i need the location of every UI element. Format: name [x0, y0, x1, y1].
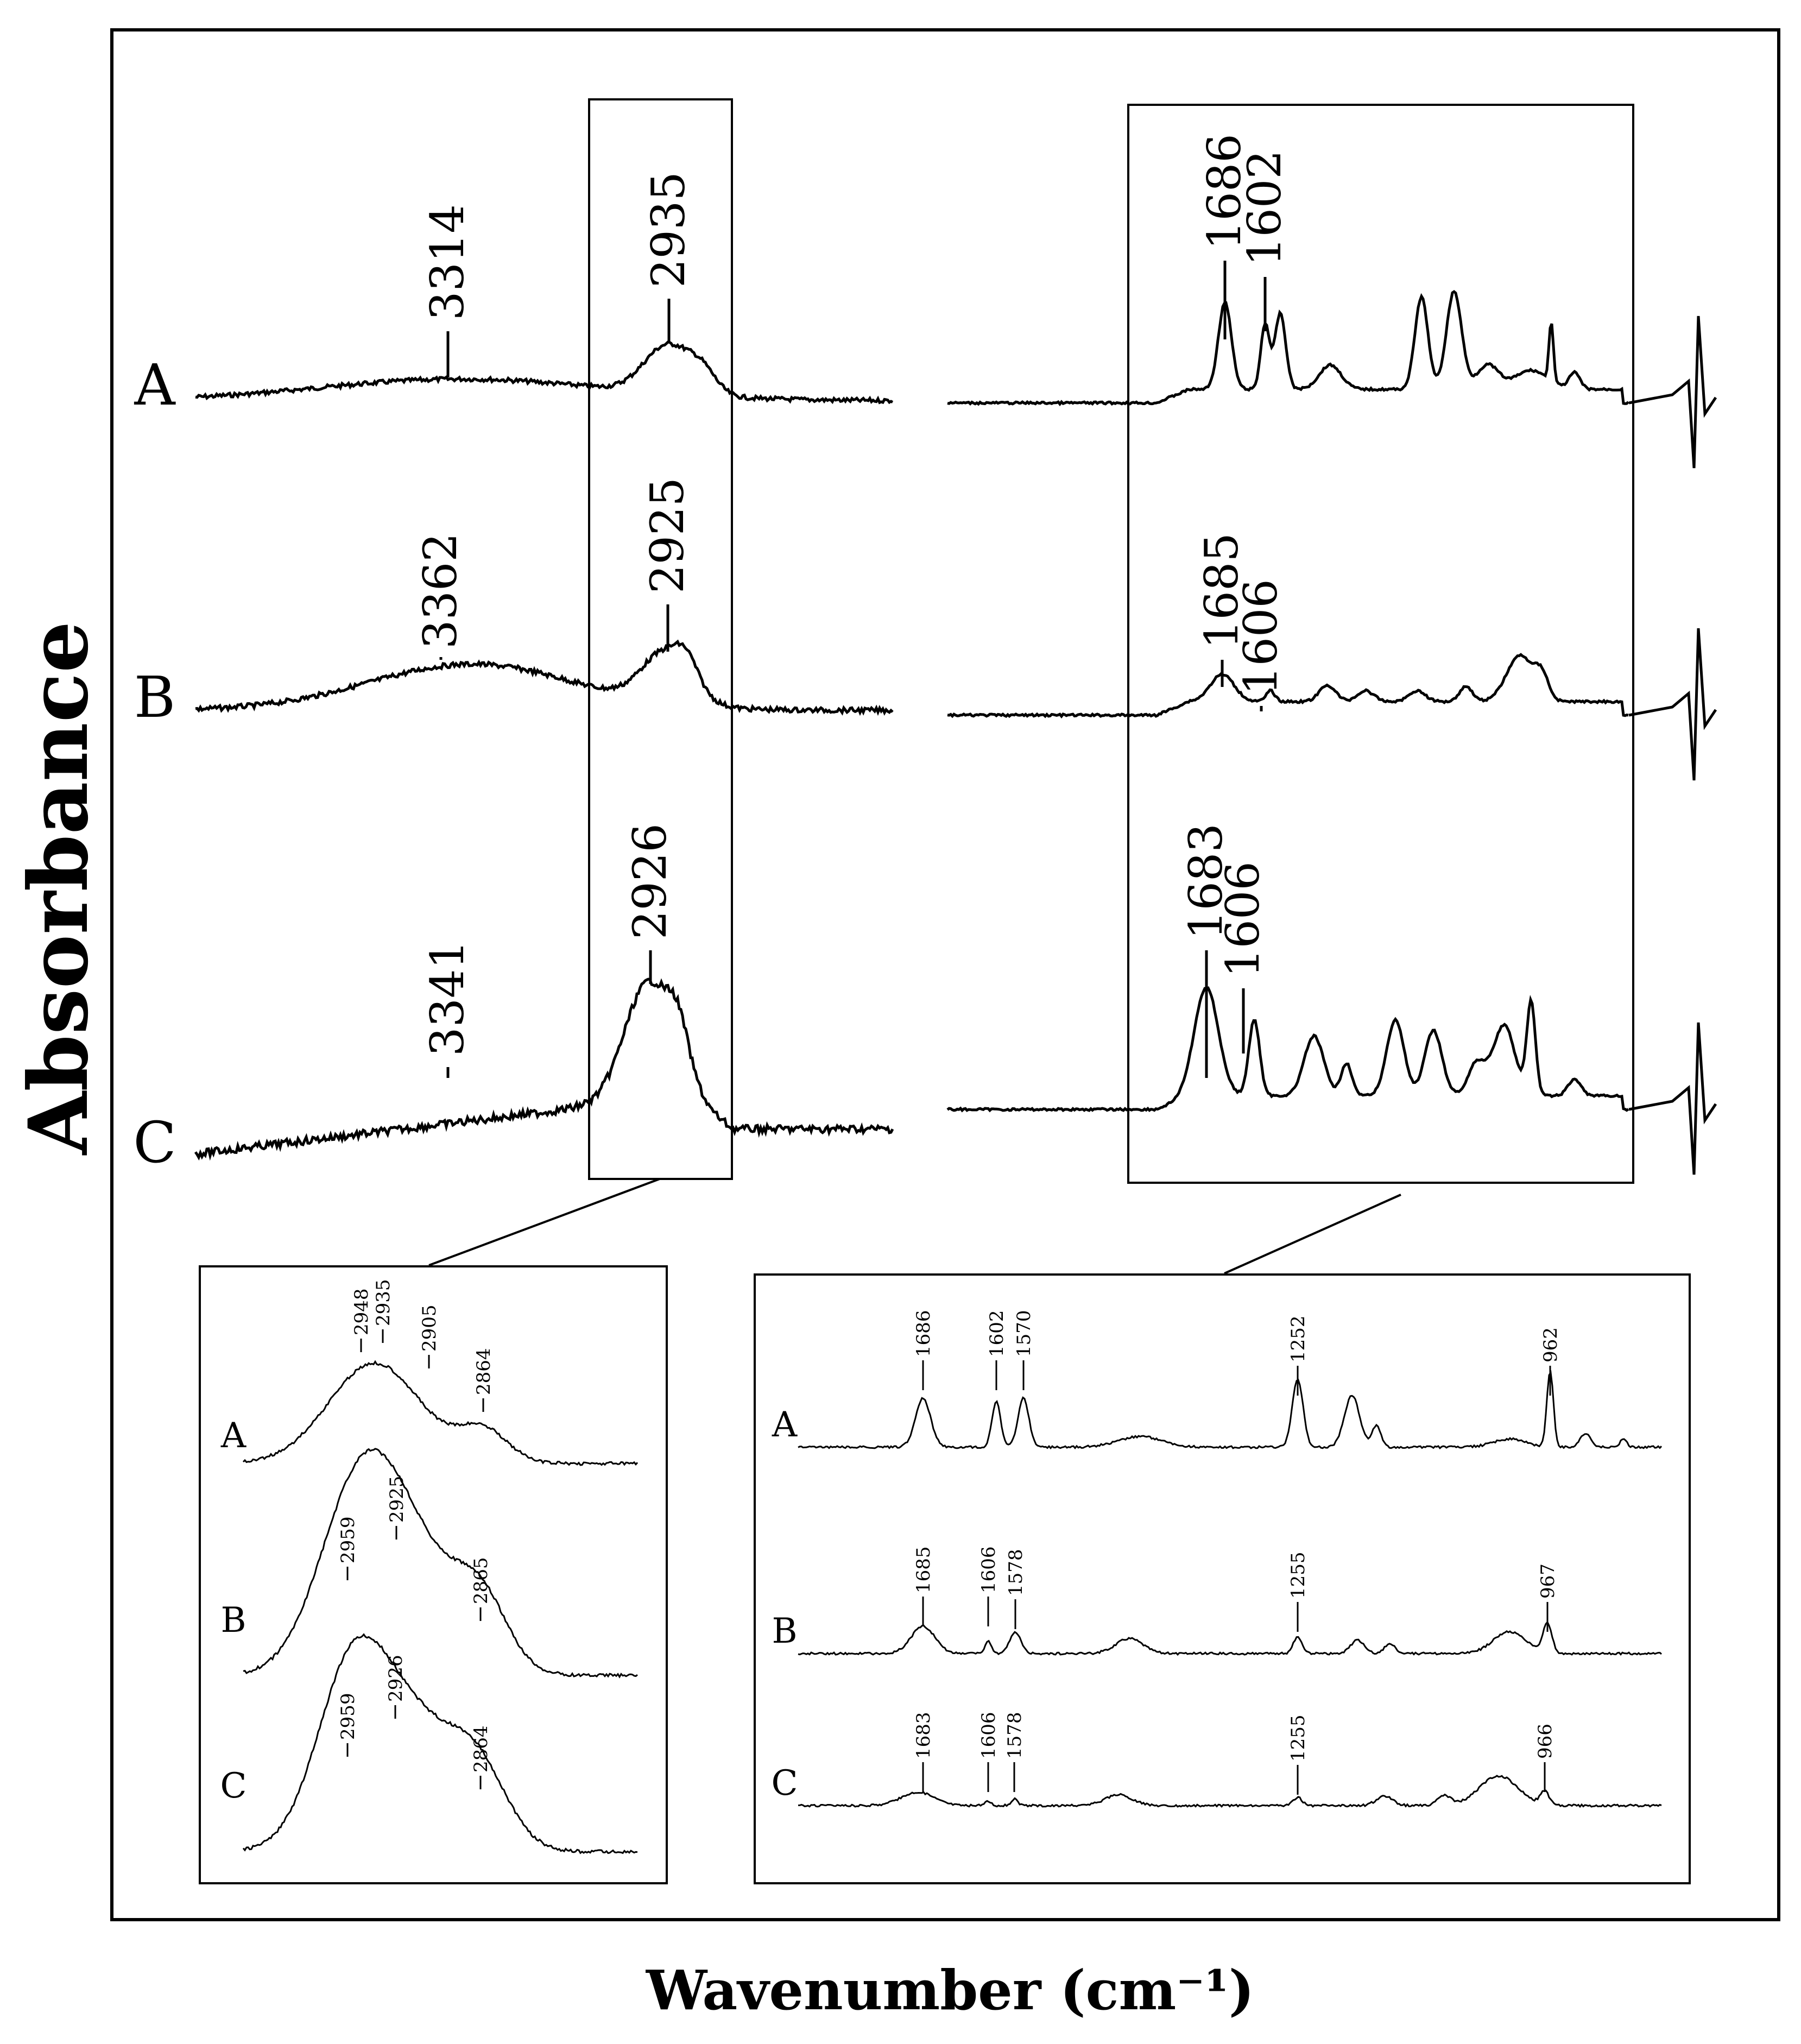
peak-label: 1570 — [1013, 1310, 1035, 1357]
row-label: C — [771, 1763, 798, 1803]
row-label: A — [772, 1405, 798, 1445]
row-label: B — [134, 664, 176, 730]
peak-label: 1683 — [913, 1712, 934, 1759]
row-label: A — [220, 1416, 247, 1456]
peak-label: 1578 — [1005, 1549, 1027, 1596]
peak-label: 1578 — [1004, 1712, 1026, 1759]
y-axis-label: Absorbance — [11, 621, 106, 1155]
peak-label: 3314 — [421, 204, 474, 320]
peak-label: 1686 — [913, 1310, 934, 1357]
peak-label: 1602 — [986, 1310, 1008, 1357]
peak-label: 1606 — [1234, 579, 1287, 695]
row-label: C — [220, 1766, 247, 1806]
peak-label: 1255 — [1287, 1551, 1309, 1599]
peak-label: 1683 — [1179, 823, 1233, 939]
peak-label: 962 — [1540, 1327, 1562, 1362]
peak-label: 2925 — [386, 1475, 408, 1523]
row-label: A — [134, 352, 175, 418]
peak-label: 2926 — [623, 823, 677, 939]
peak-label: 2948 — [351, 1288, 372, 1335]
peak-label: 1686 — [1198, 134, 1251, 250]
peak-label: 1606 — [978, 1546, 1000, 1593]
peak-label: 1685 — [913, 1546, 934, 1593]
peak-label: 1606 — [978, 1712, 1000, 1759]
peak-label: 967 — [1537, 1563, 1559, 1599]
peak-label: 1252 — [1287, 1315, 1309, 1362]
peak-label: 2905 — [419, 1304, 440, 1352]
peak-label: 2959 — [337, 1516, 359, 1563]
peak-label: 2935 — [642, 172, 695, 288]
peak-label: 2865 — [470, 1557, 492, 1604]
row-label: B — [772, 1611, 798, 1651]
peak-label: 3341 — [421, 940, 474, 1056]
peak-label: 2935 — [372, 1279, 394, 1326]
peak-label: 2864 — [473, 1348, 495, 1395]
peak-label: 2959 — [337, 1693, 359, 1740]
peak-label: 3362 — [414, 533, 467, 649]
peak-label: 966 — [1534, 1724, 1556, 1759]
x-axis-label: Wavenumber (cm⁻¹) — [646, 1958, 1255, 2022]
peak-label: 2925 — [641, 477, 694, 594]
peak-label: 1255 — [1287, 1714, 1309, 1762]
peak-label: 1606 — [1216, 861, 1269, 977]
row-label: C — [133, 1109, 176, 1176]
peak-label: 2926 — [385, 1655, 407, 1702]
peak-label: 1685 — [1195, 533, 1248, 649]
row-label: B — [220, 1600, 247, 1641]
peak-label: 1602 — [1238, 150, 1291, 266]
peak-label: 2864 — [470, 1725, 492, 1772]
